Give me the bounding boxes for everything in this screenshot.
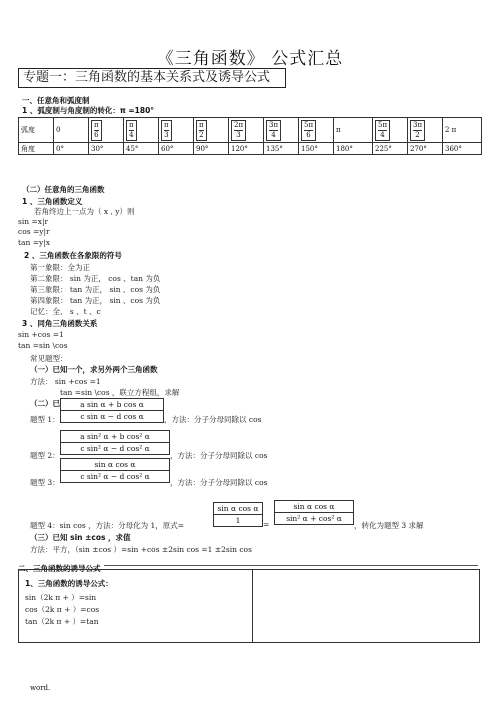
radian-cell <box>264 118 299 143</box>
fraction-numerator: 3π <box>269 120 279 129</box>
radian-cell <box>124 118 159 143</box>
quadrant-1: 第一象限：全为正 <box>30 263 90 272</box>
induction-sin: sin（2k π + ）=sin <box>25 593 97 602</box>
formula-1 <box>60 398 164 423</box>
degree-cell: 90° <box>194 143 229 155</box>
type-3-heading: （三）已知 sin ±cos ，求值 <box>30 533 131 542</box>
degree-cell: 60° <box>159 143 194 155</box>
radian-fraction <box>126 120 137 141</box>
formula-1-denominator: c sin α − d cos α <box>80 412 144 421</box>
fraction-numerator: π <box>129 120 134 129</box>
fraction-denominator: 6 <box>94 130 99 139</box>
quadrant-2: 第二象限： sin 为正， cos 、tan 为负 <box>30 274 161 283</box>
induction-subheading: 1、三角函数的诱导公式： <box>25 579 113 588</box>
question-type-4-note: ，转化为题型 3 求解 <box>354 521 424 530</box>
question-type-2-note: ，方法：分子分母同除以 cos <box>170 451 268 460</box>
fraction-numerator: π <box>94 120 99 129</box>
formula-4b-denominator: sin² α + cos² α <box>286 514 342 523</box>
induction-cos: cos（2k π + ）=cos <box>25 605 100 614</box>
fraction-numerator: 5π <box>304 120 314 129</box>
tan-def: tan =y|x <box>18 238 50 247</box>
degree-label: 角度 <box>19 143 54 155</box>
degree-cell: 0° <box>54 143 89 155</box>
section-heading-2: （二）任意角的三角函数 <box>22 185 105 194</box>
radian-cell <box>194 118 229 143</box>
question-type-3: 题型 3： <box>30 478 60 487</box>
fraction-denominator: 3 <box>236 130 241 139</box>
radian-cell <box>89 118 124 143</box>
section-heading-3: 二、三角函数的诱导公式 <box>18 563 104 574</box>
fraction-denominator: 2 <box>199 130 204 139</box>
degree-cell: 120° <box>229 143 264 155</box>
radian-label: 弧度 <box>19 118 54 143</box>
footer-text: word. <box>30 684 51 692</box>
radian-cell <box>408 118 443 143</box>
sin-def: sin =x|r <box>18 217 49 226</box>
fraction-numerator: π <box>164 120 169 129</box>
relation-2: tan =sin \cos <box>18 341 68 350</box>
radian-fraction <box>410 120 425 141</box>
quadrant-4: 第四象限： tan 为正， sin 、cos 为负 <box>30 296 161 305</box>
cos-def: cos =y|r <box>18 227 50 236</box>
degree-cell: 30° <box>89 143 124 155</box>
subheading-definition: 1 、三角函数定义 <box>22 197 83 206</box>
degree-cell: 225° <box>373 143 408 155</box>
radian-fraction <box>266 120 281 141</box>
radian-cell: 0 <box>54 118 89 143</box>
radian-fraction <box>91 120 102 141</box>
fraction-denominator: 4 <box>129 130 134 139</box>
radian-fraction <box>375 120 390 141</box>
fraction-numerator: π <box>199 120 204 129</box>
question-type-1-note: ，方法：分子分母同除以 cos <box>164 415 262 424</box>
radian-fraction <box>231 120 246 141</box>
radian-fraction <box>301 120 316 141</box>
type-1-method-a: 方法： sin +cos =1 <box>30 377 101 386</box>
subheading-relations: 3 、同角三角函数关系 <box>22 319 98 328</box>
memo-text: 记忆：全、 s 、t 、c <box>30 307 101 316</box>
degree-cell: 135° <box>264 143 299 155</box>
radian-cell <box>229 118 264 143</box>
degree-cell: 45° <box>124 143 159 155</box>
formula-1-numerator: a sin α + b cos α <box>61 399 163 411</box>
question-type-2: 题型 2： <box>30 451 60 460</box>
radian-cell: π <box>334 118 373 143</box>
type-3-method: 方法：平方，（sin ±cos ）=sin +cos ±2sin cos =1 ±2sin cos <box>30 545 252 554</box>
fraction-denominator: 4 <box>380 130 385 139</box>
formula-4b-numerator: sin α cos α <box>275 501 353 513</box>
formula-3 <box>60 458 170 483</box>
degree-row <box>19 143 482 155</box>
box-divider <box>252 570 253 642</box>
formula-2-denominator: c sin² α − d cos² α <box>80 444 150 453</box>
fraction-numerator: 5π <box>378 120 388 129</box>
conversion-line: 1 、弧度制与角度制的转化：π =180° <box>22 106 155 115</box>
relation-1: sin +cos =1 <box>18 330 64 339</box>
fraction-numerator: 2π <box>234 120 244 129</box>
fraction-denominator: 3 <box>164 130 169 139</box>
question-type-4: 题型 4：sin cos ，方法：分母化为 1，原式= <box>30 521 185 530</box>
radian-fraction <box>196 120 207 141</box>
radian-degree-table <box>18 117 482 155</box>
formula-2 <box>60 430 170 455</box>
formula-4a-denominator: 1 <box>235 516 241 525</box>
radian-fraction <box>161 120 172 141</box>
induction-formula-box <box>18 569 480 643</box>
formula-4a <box>213 502 263 527</box>
point-text: 若角终边上一点为（ x , y）则 <box>34 207 135 216</box>
formula-4a-numerator: sin α cos α <box>214 503 262 515</box>
formula-3-numerator: sin α cos α <box>61 459 169 471</box>
equals-sign: = <box>263 520 270 529</box>
radian-row <box>19 118 482 143</box>
type-2-heading: （二）已 <box>30 399 60 408</box>
fraction-denominator: 2 <box>415 130 420 139</box>
question-type-3-note: ，方法：分子分母同除以 cos <box>170 478 268 487</box>
question-type-1: 题型 1： <box>30 415 60 424</box>
subheading-signs: 2 、三角函数在各象限的符号 <box>24 251 122 260</box>
induction-tan: tan（2k π + ）=tan <box>25 617 99 626</box>
fraction-numerator: 3π <box>413 120 423 129</box>
section-heading-1: 一、任意角和弧度制 <box>22 96 90 105</box>
formula-4b <box>274 500 354 525</box>
formula-2-numerator: a sin² α + b cos² α <box>61 431 169 443</box>
type-1-method-b: tan =sin \cos ，联立方程组，求解 <box>60 388 180 397</box>
radian-cell <box>159 118 194 143</box>
page-title: 《三角函数》 公式汇总 <box>156 49 344 69</box>
formula-3-denominator: c sin² α − d cos² α <box>80 472 150 481</box>
fraction-denominator: 4 <box>271 130 276 139</box>
degree-cell: 180° <box>334 143 373 155</box>
degree-cell: 150° <box>299 143 334 155</box>
quadrant-3: 第三象限： tan 为正， sin 、cos 为负 <box>30 285 161 294</box>
degree-cell: 270° <box>408 143 443 155</box>
common-types: 常见题型： <box>30 354 68 363</box>
type-1-heading: （一）已知一个，求另外两个三角函数 <box>30 365 158 374</box>
degree-cell: 360° <box>443 143 482 155</box>
topic-box: 专题一：三角函数的基本关系式及诱导公式 <box>18 68 286 88</box>
radian-cell <box>299 118 334 143</box>
radian-cell <box>373 118 408 143</box>
fraction-denominator: 6 <box>306 130 311 139</box>
radian-cell: 2 π <box>443 118 482 143</box>
